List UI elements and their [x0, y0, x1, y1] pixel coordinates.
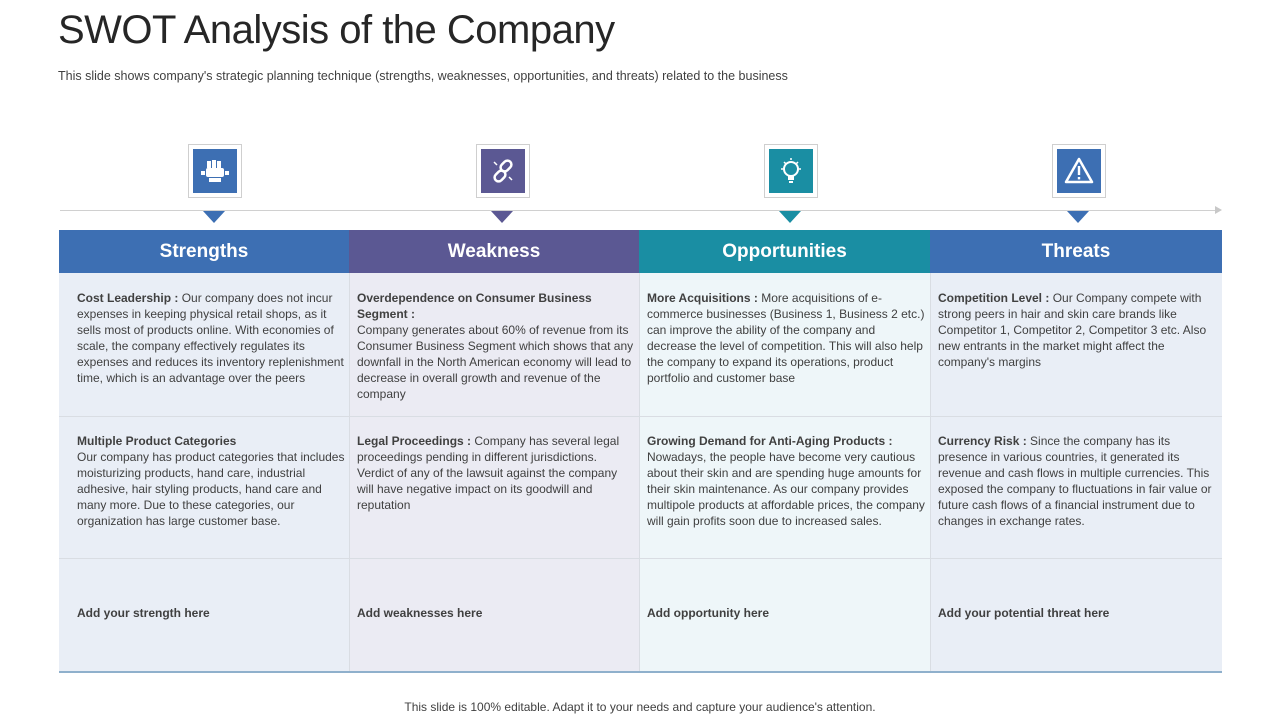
strengths-header: Strengths: [59, 230, 349, 273]
weakness-icon-box: [476, 144, 530, 198]
threats-pointer: [1067, 211, 1089, 223]
threats-row1-text: Our Company compete with strong peers in hair and skin care brands like Competitor 1, Competitor 2, Competitor 3 etc. Also new entrants in the market might affect the company's margins: [938, 291, 1207, 369]
strengths-column: [59, 230, 349, 671]
weakness-row1: [349, 290, 639, 402]
opportunities-row2-label: Growing Demand for Anti-Aging Products :: [647, 434, 893, 448]
weakness-row1-text: Company generates about 60% of revenue from its Consumer Business Segment which shows that any downfall in the North American economy will lead to decrease in overall growth and revenue of the company: [357, 323, 634, 401]
lightbulb-icon: [769, 149, 813, 193]
footer-note: This slide is 100% editable. Adapt it to your needs and capture your audience's attention.: [404, 700, 876, 714]
row-divider: [59, 416, 1222, 417]
threats-column: [930, 230, 1222, 671]
strengths-row1-label: Cost Leadership :: [77, 291, 179, 305]
opportunities-row2-text: Nowadays, the people have become very cautious about their skin and are spending huge amounts for their skin maintenance. As our company provides multipole products at affordable prices, the company will gain profits soon due to increased sales.: [647, 450, 925, 528]
strengths-row3: Add your strength here: [77, 606, 210, 620]
weakness-column: [349, 230, 639, 671]
weakness-row2-label: Legal Proceedings :: [357, 434, 472, 448]
row-divider: [59, 558, 1222, 559]
opportunities-row1-text: More acquisitions of e-commerce businesses (Business 1, Business 2 etc.) can improve the ability of the company and decrease the level of competition. This will also help the company to expand its operations, product portfolio and customer base: [647, 291, 925, 385]
threats-header: Threats: [930, 230, 1222, 273]
threats-row2: [930, 433, 1222, 529]
opportunities-header: Opportunities: [639, 230, 930, 273]
opportunities-row1-label: More Acquisitions :: [647, 291, 758, 305]
strengths-row2-text: Our company has product categories that includes moisturizing products, hand care, industrial adhesive, hair styling products, hand care and many more. Due to these categories, our organization has large customer base.: [77, 450, 345, 528]
page-title: SWOT Analysis of the Company: [58, 8, 615, 52]
threats-row1: [930, 290, 1222, 370]
weakness-row2: [349, 433, 639, 513]
weakness-pointer: [491, 211, 513, 223]
strength-fist-icon: [193, 149, 237, 193]
column-divider: [349, 273, 350, 671]
strengths-row1-text: Our company does not incur expenses in keeping physical retail shops, as it sells most of products online. With economies of scale, the company effectively regulates its expenses and reduces its inventory replenishment time, which is an advantage over the peers: [77, 291, 344, 385]
threats-row2-text: Since the company has its presence in various countries, it generated its revenue and cash flows in multiple currencies. This exposed the company to fluctuations in fair value or future cash flows of a financial instrument due to changes in exchange rates.: [938, 434, 1212, 528]
column-divider: [639, 273, 640, 671]
opportunities-pointer: [779, 211, 801, 223]
threats-icon-box: [1052, 144, 1106, 198]
threats-row1-label: Competition Level :: [938, 291, 1050, 305]
timeline-arrowhead: [1215, 206, 1222, 214]
strengths-row1: [59, 290, 349, 386]
threats-row2-label: Currency Risk :: [938, 434, 1027, 448]
weakness-row3: Add weaknesses here: [357, 606, 483, 620]
opportunities-column: [639, 230, 930, 671]
weakness-row2-text: Company has several legal proceedings pending in different jurisdictions. Verdict of any of the lawsuit against the company will have negative impact on its goodwill and reputation: [357, 434, 620, 512]
threats-row3: Add your potential threat here: [938, 606, 1110, 620]
strengths-row2-label: Multiple Product Categories: [77, 434, 237, 448]
page-subtitle: This slide shows company's strategic planning technique (strengths, weaknesses, opportunities, and threats) related to the business: [58, 69, 788, 83]
opportunities-row3: Add opportunity here: [647, 606, 769, 620]
strengths-icon-box: [188, 144, 242, 198]
opportunities-icon-box: [764, 144, 818, 198]
warning-triangle-icon: [1057, 149, 1101, 193]
weakness-header: Weakness: [349, 230, 639, 273]
opportunities-row1: [639, 290, 930, 386]
weakness-row1-label: Overdependence on Consumer Business Segment :: [357, 291, 592, 321]
column-divider: [930, 273, 931, 671]
timeline-line: [60, 210, 1217, 211]
strengths-row2: [59, 433, 349, 529]
opportunities-row2: [639, 433, 930, 529]
broken-link-icon: [481, 149, 525, 193]
swot-table: [59, 230, 1222, 673]
strengths-pointer: [203, 211, 225, 223]
